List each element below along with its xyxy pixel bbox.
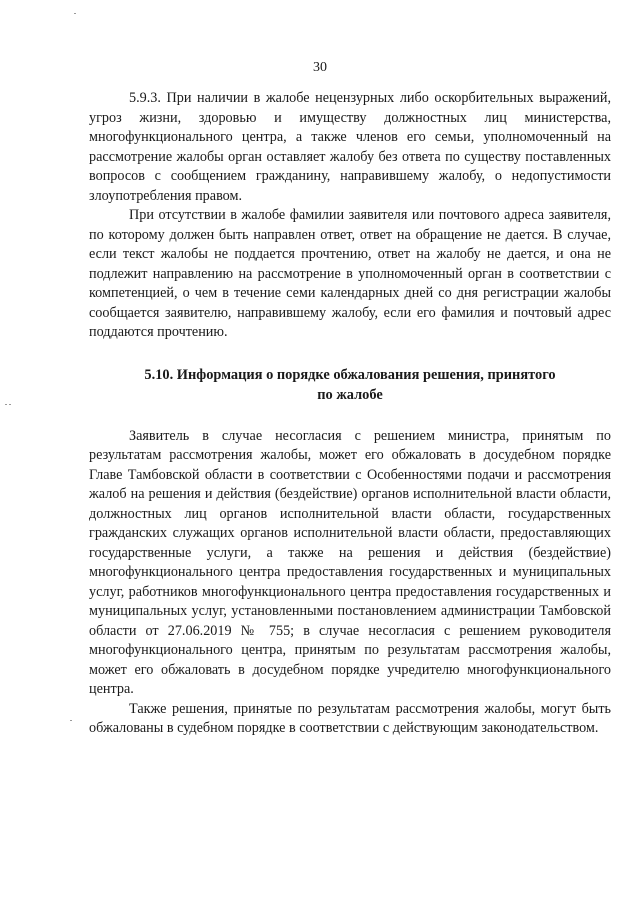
scan-speck	[70, 720, 72, 721]
paragraph-5-9-3: 5.9.3. При наличии в жалобе нецензурных либо оскорбительных выражений, угроз жизни, здоровью и имуществу должностных лиц министерства, многофункционального центра, а также членов его семьи, уполномоченный на рассмотрение жалобы орган оставляет жалобу без ответа по существу поставленных вопросов с сообщением гражданину, направившему жалобу, о недопустимости злоупотребления правом.	[89, 90, 611, 204]
section-heading-line1: 5.10. Информация о порядке обжалования решения, принятого	[144, 366, 556, 383]
scan-speck	[74, 13, 76, 14]
page-number: 30	[313, 60, 327, 75]
scan-speck	[9, 404, 11, 405]
paragraph-appeal-procedure: Заявитель в случае несогласия с решением министра, принятым по результатам рассмотрения жалобы, может его обжаловать в досудебном порядке Главе Тамбовской области в соответствии с Особенностями подачи и рассмотрения жалоб на решения и действия (бездействие) органов исполнительной власти области, должностных лиц органов исполнительной власти области, государственных гражданских служащих органов исполнительной власти области, предоставляющих государственные услуги, а также на решения и действия (бездействие) многофункционального центра предоставления государственных и муниципальных услуг, работников многофункционального центра предоставления государственных и муниципальных услуг, установленными постановлением администрации Тамбовской области от 27.06.2019 № 755; в случае несогласия с решением руководителя многофункционального центра, принятым по результатам рассмотрения жалобы, может его обжаловать в досудебном порядке учредителю многофункционального центра.	[89, 427, 611, 697]
paragraph-missing-address: При отсутствии в жалобе фамилии заявителя или почтового адреса заявителя, по которому должен быть направлен ответ, ответ на обращение не дается. В случае, если текст жалобы не поддается прочтению, ответ на жалобу не дается, и она не подлежит направлению на рассмотрение в уполномоченный орган в соответствии с компетенцией, о чем в течение семи календарных дней со дня регистрации жалобы сообщается заявителю, направившему жалобу, если его фамилия и почтовый адрес поддаются прочтению.	[89, 207, 611, 340]
paragraph-court-appeal: Также решения, принятые по результатам рассмотрения жалобы, могут быть обжалованы в судебном порядке в соответствии с действующим законодательством.	[89, 700, 611, 736]
document-body	[89, 89, 611, 739]
section-heading-5-10	[89, 365, 611, 405]
scan-speck	[5, 404, 7, 405]
section-heading-line2: по жалобе	[317, 386, 383, 403]
